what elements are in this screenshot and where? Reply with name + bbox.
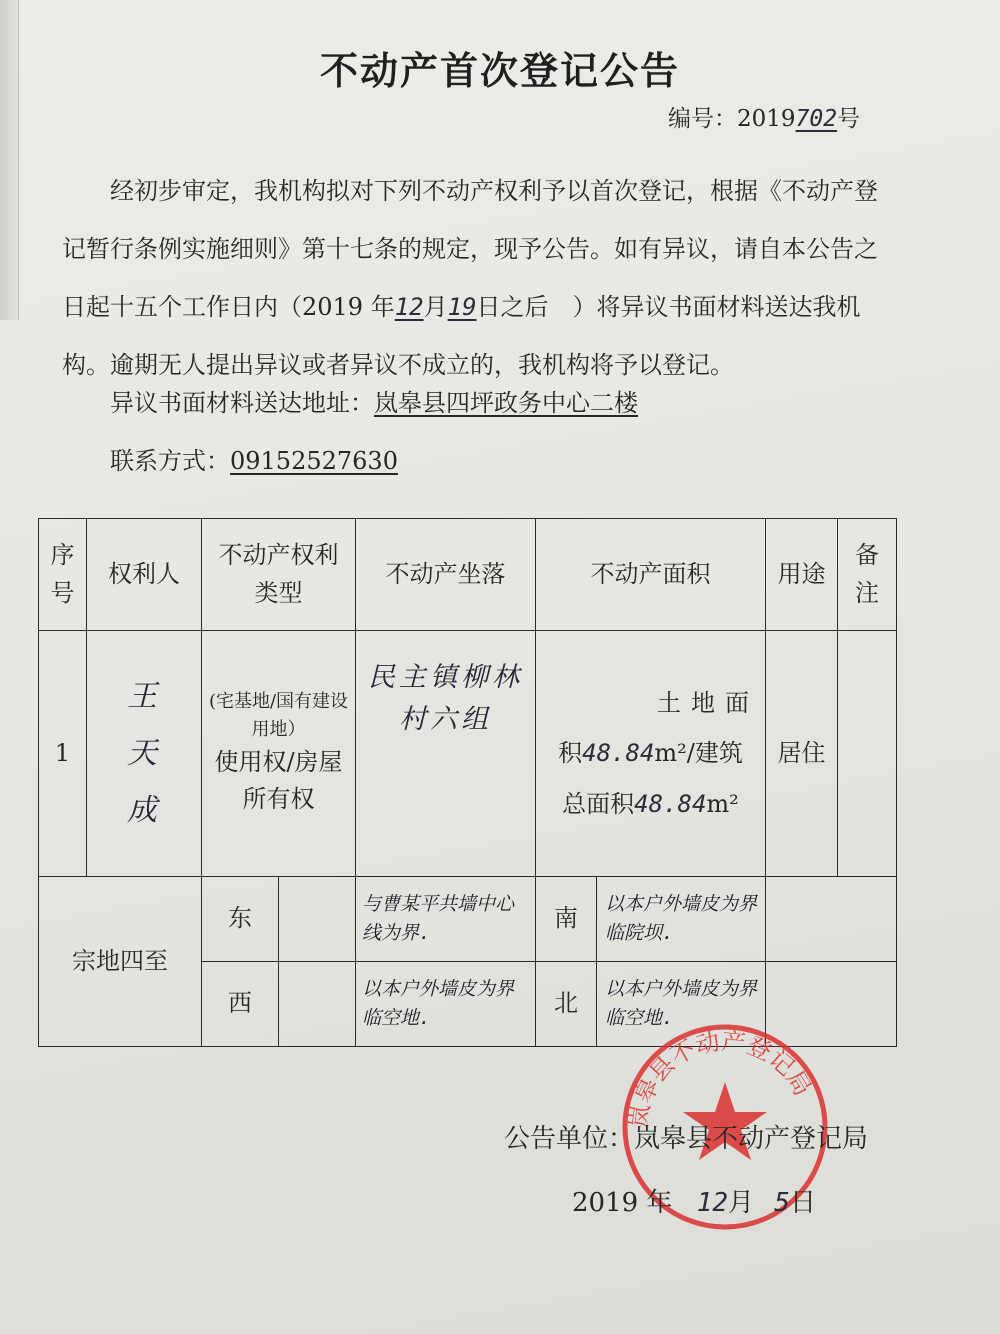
boundary-west-value: 以本户外墙皮为界临空地. bbox=[356, 962, 536, 1047]
area-unit-2: m² bbox=[706, 789, 739, 818]
doc-number-suffix: 号 bbox=[837, 106, 861, 132]
boundary-west-label bbox=[202, 962, 356, 1047]
date-day-label: 日 bbox=[789, 1188, 816, 1218]
date-month: 12 bbox=[696, 1188, 729, 1218]
area-label-2: 积 bbox=[558, 739, 583, 768]
boundary-east-value: 与曹某平共墙中心线为界. bbox=[356, 877, 536, 962]
contact-value: 09152527630 bbox=[230, 447, 398, 475]
footer-unit-label: 公告单位： bbox=[504, 1124, 635, 1154]
header-seq: 序号 bbox=[39, 519, 87, 631]
boundary-row-1 bbox=[39, 877, 897, 962]
body-part2: 月 bbox=[423, 293, 448, 321]
area-unit-1: m²/建筑 bbox=[654, 739, 743, 768]
doc-number-label: 编号：2019 bbox=[668, 106, 796, 132]
footer-date bbox=[572, 1182, 816, 1219]
header-right-type: 不动产权利类型 bbox=[202, 519, 356, 631]
row-seq: 1 bbox=[39, 631, 87, 877]
right-type-land: (宅基地/国有建设用地） bbox=[208, 691, 349, 741]
area-line-2 bbox=[542, 728, 759, 778]
east-direction: 东 bbox=[202, 877, 279, 961]
header-area: 不动产面积 bbox=[536, 519, 766, 631]
header-holder: 权利人 bbox=[87, 519, 202, 631]
header-remark: 备注 bbox=[838, 519, 897, 631]
boundary-south-cell bbox=[536, 877, 766, 962]
land-area-value: 48.84 bbox=[582, 739, 655, 768]
contact-line bbox=[110, 432, 945, 490]
row-right-type bbox=[202, 631, 356, 877]
row-remark bbox=[838, 631, 897, 877]
address-line bbox=[110, 374, 945, 432]
body-day: 19 bbox=[447, 293, 477, 321]
registration-table bbox=[38, 518, 897, 1047]
contact-label: 联系方式： bbox=[110, 447, 230, 475]
address-value: 岚皋县四坪政务中心二楼 bbox=[374, 389, 638, 417]
area-line-1 bbox=[542, 678, 759, 728]
document-number bbox=[668, 100, 860, 133]
body-part1: 经初步审定，我机构拟对下列不动产权利予以首次登记，根据《不动产登记暂行条例实施细则》第十七条的规定，现予公告。如有异议，请自本公告之日起十五个工作日内（2019 年 bbox=[62, 177, 878, 321]
body-part3: 日之后 ）将异议书面材料送达我机构。逾期无人提出异议或者异议不成立的，我机构将予以登记。 bbox=[62, 293, 861, 379]
north-direction: 北 bbox=[536, 962, 597, 1046]
body-month: 12 bbox=[394, 293, 424, 321]
row-holder: 王天成 bbox=[87, 631, 202, 877]
boundary-south-extra bbox=[766, 877, 897, 962]
table-header-row bbox=[39, 519, 897, 631]
seal-text: 岚皋县不动产登记局 bbox=[624, 1026, 817, 1131]
row-location: 民主镇柳林村六组 bbox=[356, 631, 536, 877]
footer-unit bbox=[504, 1118, 868, 1155]
doc-number-handwritten: 702 bbox=[795, 106, 838, 132]
footer-unit-value: 岚皋县不动产登记局 bbox=[634, 1124, 869, 1154]
date-day: 5 bbox=[774, 1188, 790, 1218]
boundary-label: 宗地四至 bbox=[39, 877, 202, 1047]
boundary-east-label bbox=[202, 877, 356, 962]
area-line-3 bbox=[542, 779, 759, 829]
table-row bbox=[39, 631, 897, 877]
south-direction: 南 bbox=[536, 877, 597, 961]
header-location: 不动产坐落 bbox=[356, 519, 536, 631]
boundary-north-value: 以本户外墙皮为界临空地. bbox=[605, 977, 758, 1029]
right-type-main: 使用权/房屋所有权 bbox=[214, 748, 343, 814]
west-direction: 西 bbox=[202, 962, 279, 1046]
row-usage: 居住 bbox=[766, 631, 838, 877]
boundary-south-value: 以本户外墙皮为界临院坝. bbox=[605, 892, 758, 944]
notice-body bbox=[62, 162, 897, 394]
header-usage: 用途 bbox=[766, 519, 838, 631]
address-label: 异议书面材料送达地址： bbox=[110, 389, 374, 417]
document-title: 不动产首次登记公告 bbox=[319, 49, 680, 93]
date-year: 2019 年 bbox=[572, 1188, 673, 1218]
area-label-1: 土地面 bbox=[657, 688, 759, 717]
building-area-value: 48.84 bbox=[634, 789, 707, 818]
date-month-label: 月 bbox=[728, 1188, 755, 1218]
area-label-3: 总面积 bbox=[562, 789, 635, 818]
row-area bbox=[536, 631, 766, 877]
